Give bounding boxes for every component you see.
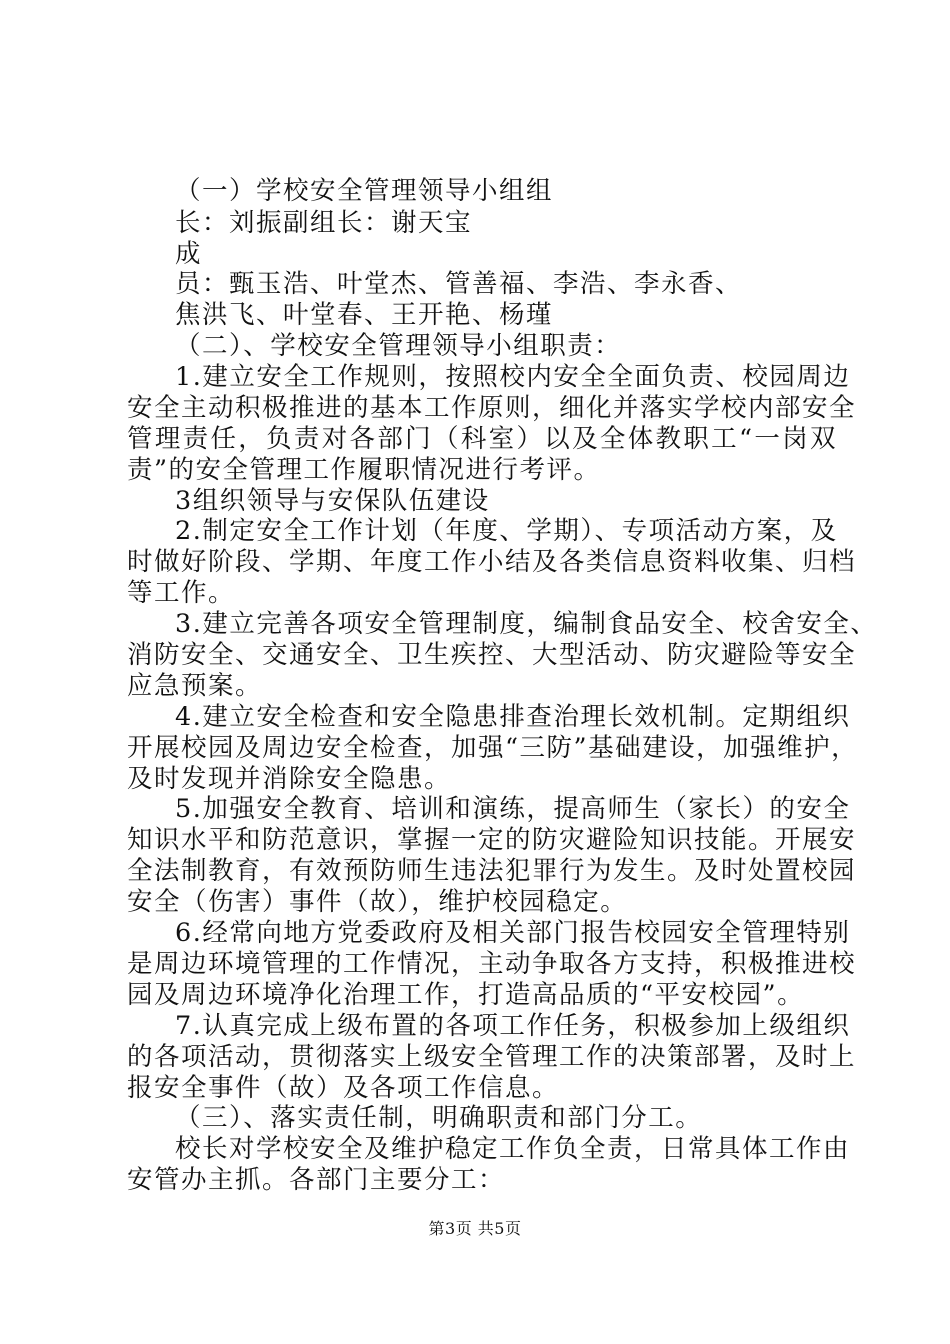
section-heading: （一）学校安全管理领导小组组 (175, 176, 554, 206)
paragraph-line: 安管办主抓。各部门主要分工： (127, 1165, 506, 1195)
paragraph-line: 知识水平和防范意识，掌握一定的防灾避险知识技能。开展安 (127, 825, 857, 855)
paragraph-line: 2.制定安全工作计划（年度、学期）、专项活动方案，及 (175, 516, 838, 546)
paragraph-line: 等工作。 (127, 578, 236, 608)
text-line: 员：甄玉浩、叶堂杰、管善福、李浩、李永香、 (175, 269, 743, 299)
paragraph-line: 1.建立安全工作规则，按照校内安全全面负责、校园周边 (175, 362, 851, 392)
text-line: 焦洪飞、叶堂春、王开艳、杨瑾 (175, 300, 554, 330)
paragraph-line: 4.建立安全检查和安全隐患排查治理长效机制。定期组织 (175, 702, 851, 732)
text-line: 3组织领导与安保队伍建设 (175, 486, 490, 516)
paragraph-line: 开展校园及周边安全检查，加强“三防”基础建设，加强维护， (127, 733, 859, 763)
paragraph-line: 园及周边环境净化治理工作，打造高品质的“平安校园”。 (127, 980, 805, 1010)
page-footer: 第3页 共5页 (428, 1219, 522, 1238)
section-heading: （二）、学校安全管理领导小组职责： (175, 331, 622, 361)
paragraph-line: 应急预案。 (127, 671, 263, 701)
section-heading: （三）、落实责任制，明确职责和部门分工。 (175, 1103, 703, 1133)
paragraph-line: 责”的安全管理工作履职情况进行考评。 (127, 455, 601, 485)
paragraph-line: 及时发现并消除安全隐患。 (127, 764, 452, 794)
paragraph-line: 是周边环境管理的工作情况，主动争取各方支持，积极推进校 (127, 949, 857, 979)
paragraph-line: 校长对学校安全及维护稳定工作负全责，日常具体工作由 (175, 1134, 851, 1164)
paragraph-line: 的各项活动，贯彻落实上级安全管理工作的决策部署，及时上 (127, 1042, 857, 1072)
paragraph-line: 7.认真完成上级布置的各项工作任务，积极参加上级组织 (175, 1011, 851, 1041)
paragraph-line: 报安全事件（故）及各项工作信息。 (127, 1073, 560, 1103)
paragraph-line: 管理责任，负责对各部门（科室）以及全体教职工“一岗双 (127, 424, 837, 454)
text-line: 长：刘振副组长：谢天宝 (175, 208, 473, 238)
paragraph-line: 时做好阶段、学期、年度工作小结及各类信息资料收集、归档 (127, 547, 857, 577)
paragraph-line: 5.加强安全教育、培训和演练，提高师生（家长）的安全 (175, 794, 851, 824)
paragraph-line: 安全（伤害）事件（故），维护校园稳定。 (127, 887, 628, 917)
paragraph-line: 6.经常向地方党委政府及相关部门报告校园安全管理特别 (175, 918, 851, 948)
paragraph-line: 安全主动积极推进的基本工作原则，细化并落实学校内部安全 (127, 393, 857, 423)
text-line: 成 (175, 239, 203, 269)
paragraph-line: 消防安全、交通安全、卫生疾控、大型活动、防灾避险等安全 (127, 640, 857, 670)
paragraph-line: 3.建立完善各项安全管理制度，编制食品安全、校舍安全、 (175, 609, 878, 639)
paragraph-line: 全法制教育，有效预防师生违法犯罪行为发生。及时处置校园 (127, 856, 857, 886)
